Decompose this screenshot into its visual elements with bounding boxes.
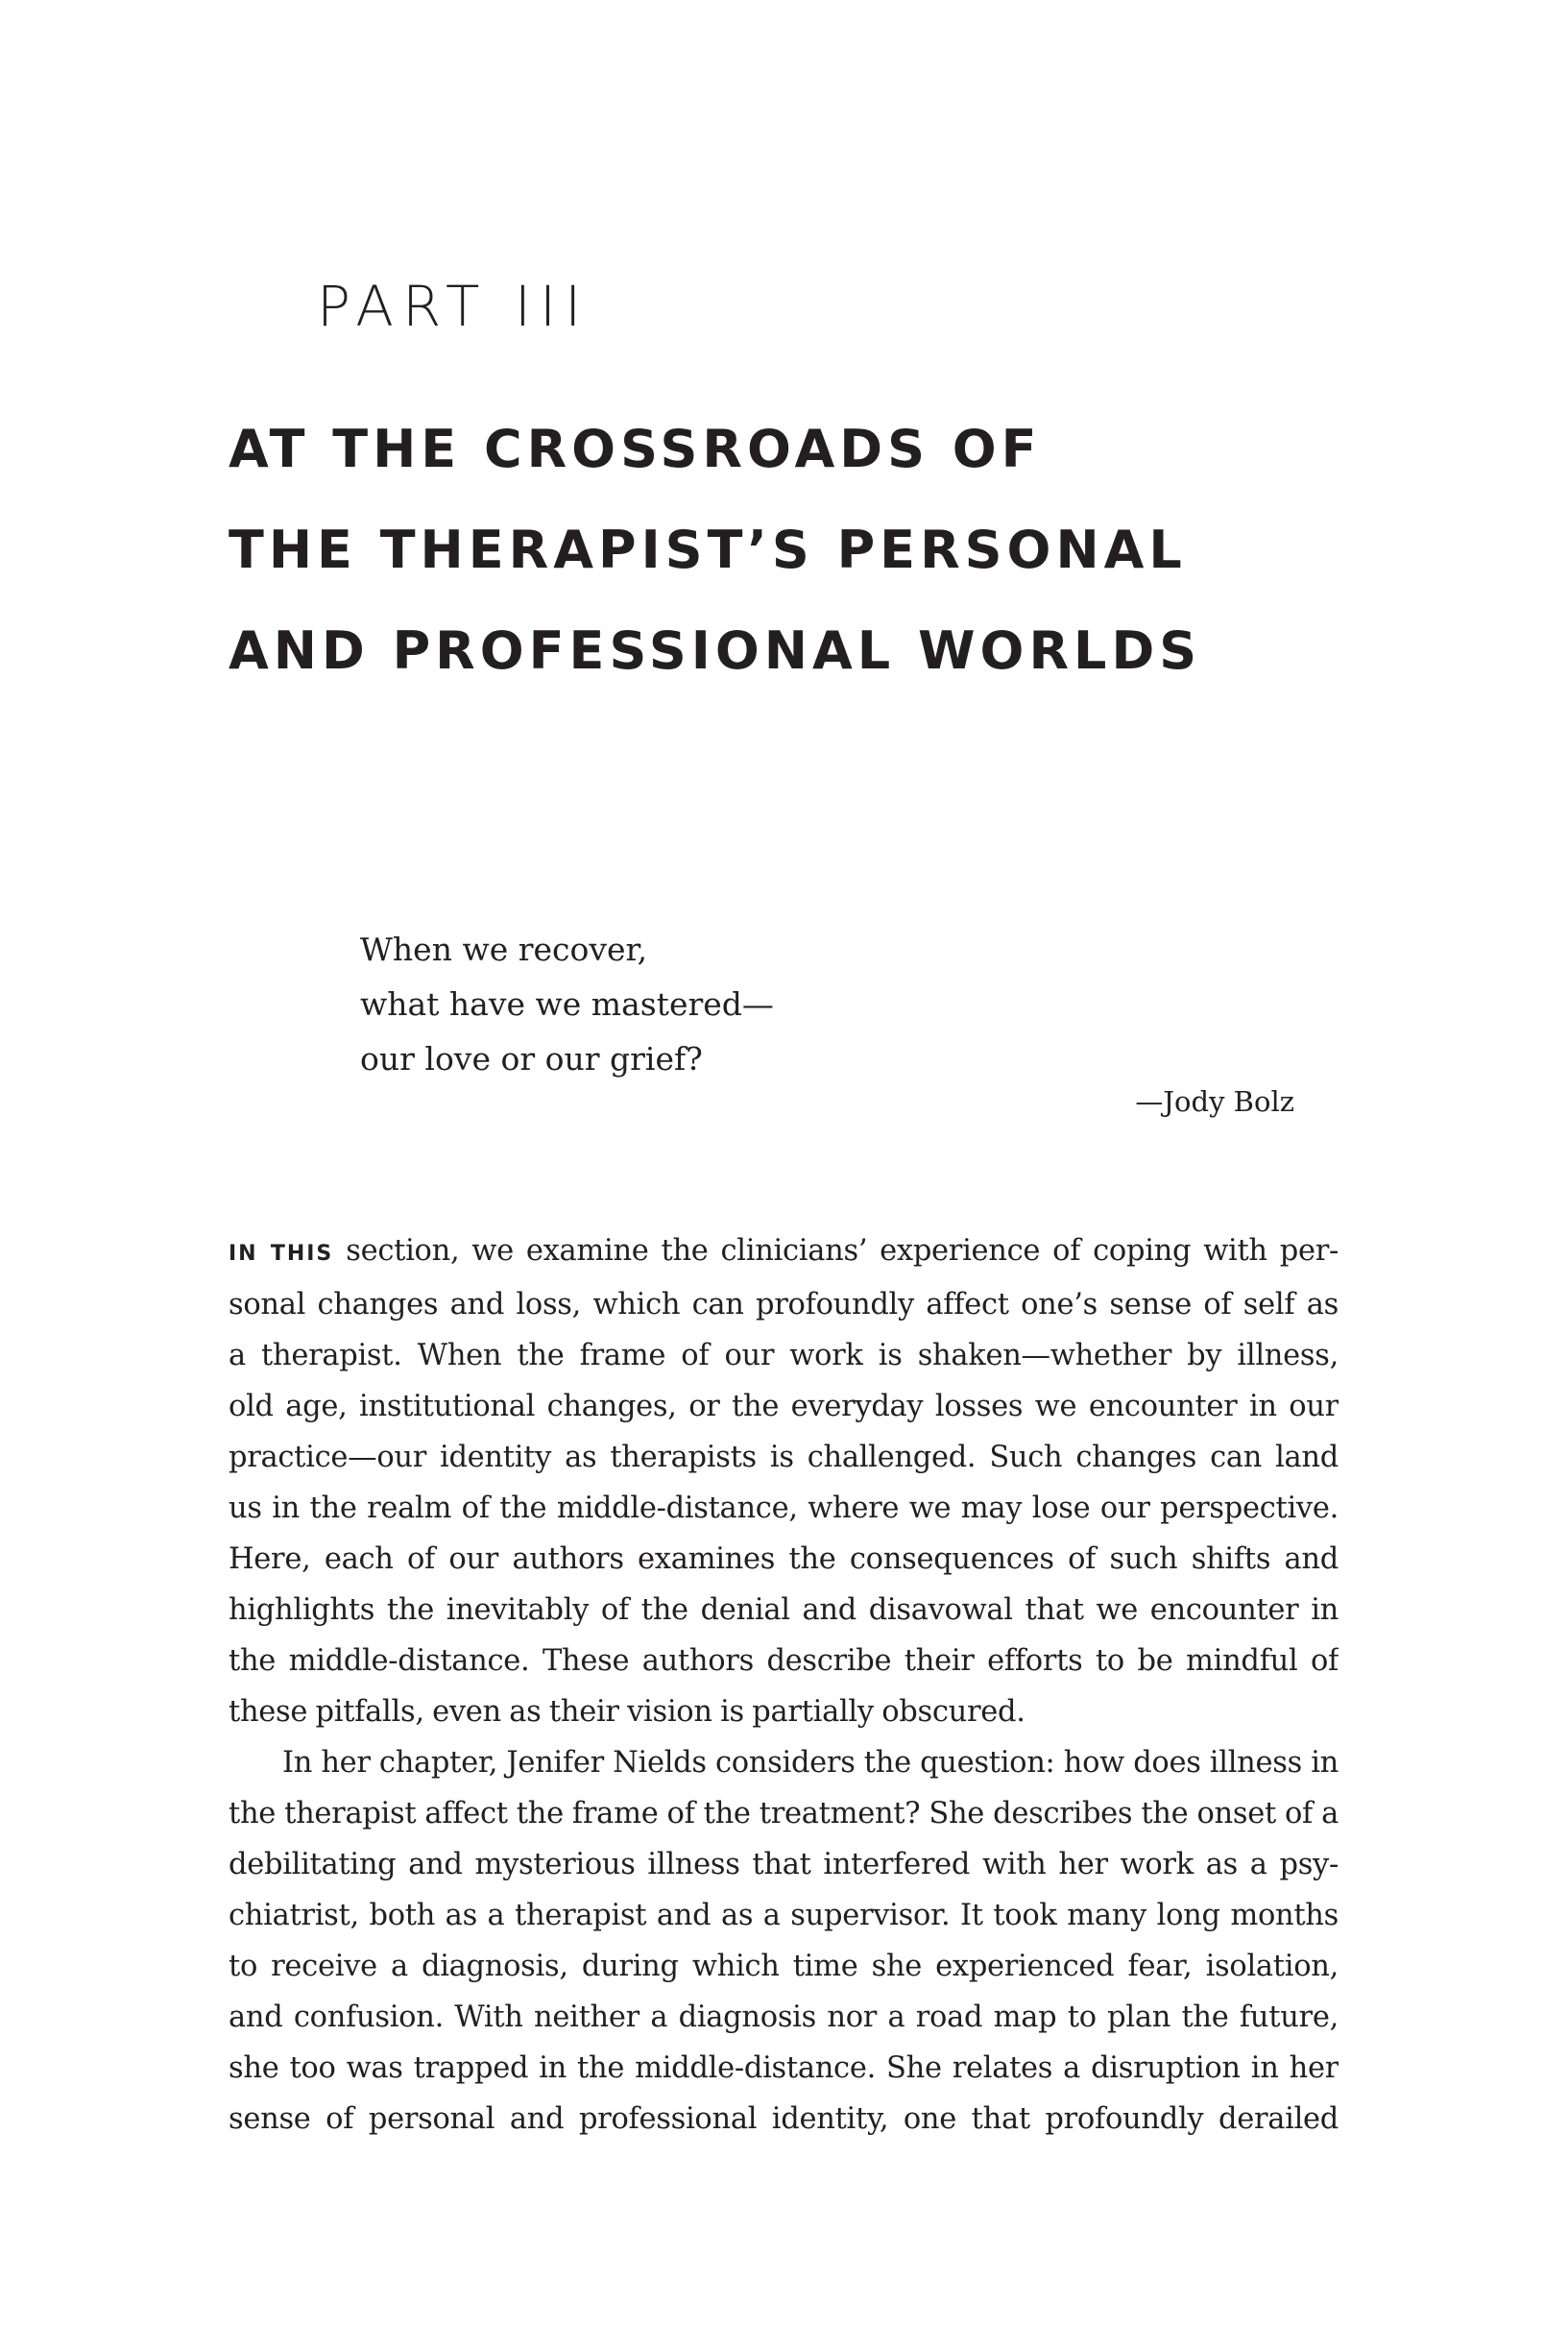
body-line: sonal changes and loss, which can profoundly affect one’s sense of self as: [229, 1288, 1339, 1321]
part-title-line: AT THE CROSSROADS OF: [229, 419, 1042, 479]
epigraph: [360, 922, 1301, 1086]
part-title-line: AND PROFESSIONAL WORLDS: [229, 620, 1202, 681]
body-line: [229, 1225, 1339, 1279]
epigraph-line: what have we mastered—: [360, 985, 774, 1023]
lead-in: IN THIS: [229, 1242, 334, 1266]
epigraph-line: our love or our grief?: [360, 1040, 703, 1078]
body-line: the middle-distance. These authors describe their efforts to be mindful of: [229, 1644, 1339, 1678]
body-line: old age, institutional changes, or the everyday losses we encounter in our: [229, 1390, 1339, 1423]
body-line: us in the realm of the middle-distance, where we may lose our perspective.: [229, 1491, 1339, 1525]
paragraph-1: [229, 1225, 1339, 1737]
body-line: these pitfalls, even as their vision is partially obscured.: [229, 1695, 1025, 1729]
body-line: highlights the inevitably of the denial and disavowal that we encounter in: [229, 1593, 1339, 1627]
body-line: In her chapter, Jenifer Nields considers the question: how does illness in: [282, 1746, 1339, 1780]
body-line: to receive a diagnosis, during which time she experienced fear, isolation,: [229, 1950, 1339, 1983]
body-line: debilitating and mysterious illness that interfered with her work as a psy-: [229, 1848, 1339, 1881]
body-line: practice—our identity as therapists is challenged. Such changes can land: [229, 1441, 1339, 1474]
body-line: chiatrist, both as a therapist and as a supervisor. It took many long months: [229, 1899, 1339, 1932]
body-text: [229, 1225, 1339, 2145]
paragraph-2: [229, 1737, 1339, 2145]
part-label: PART III: [317, 274, 591, 339]
body-line: she too was trapped in the middle-distance. She relates a disruption in her: [229, 2051, 1339, 2085]
epigraph-attribution: —Jody Bolz: [1135, 1085, 1294, 1118]
body-line: a therapist. When the frame of our work is shaken—whether by illness,: [229, 1339, 1339, 1372]
body-line: the therapist affect the frame of the treatment? She describes the onset of a: [229, 1797, 1339, 1831]
body-line: sense of personal and professional identity, one that profoundly derailed: [229, 2102, 1339, 2136]
part-title: [229, 399, 1201, 701]
epigraph-line: When we recover,: [360, 931, 648, 968]
body-line-text: section, we examine the clinicians’ experience of coping with per-: [346, 1234, 1339, 1268]
part-title-line: THE THERAPIST’S PERSONAL: [229, 520, 1187, 580]
body-line: Here, each of our authors examines the consequences of such shifts and: [229, 1542, 1339, 1576]
body-line: and confusion. With neither a diagnosis nor a road map to plan the future,: [229, 2000, 1339, 2034]
